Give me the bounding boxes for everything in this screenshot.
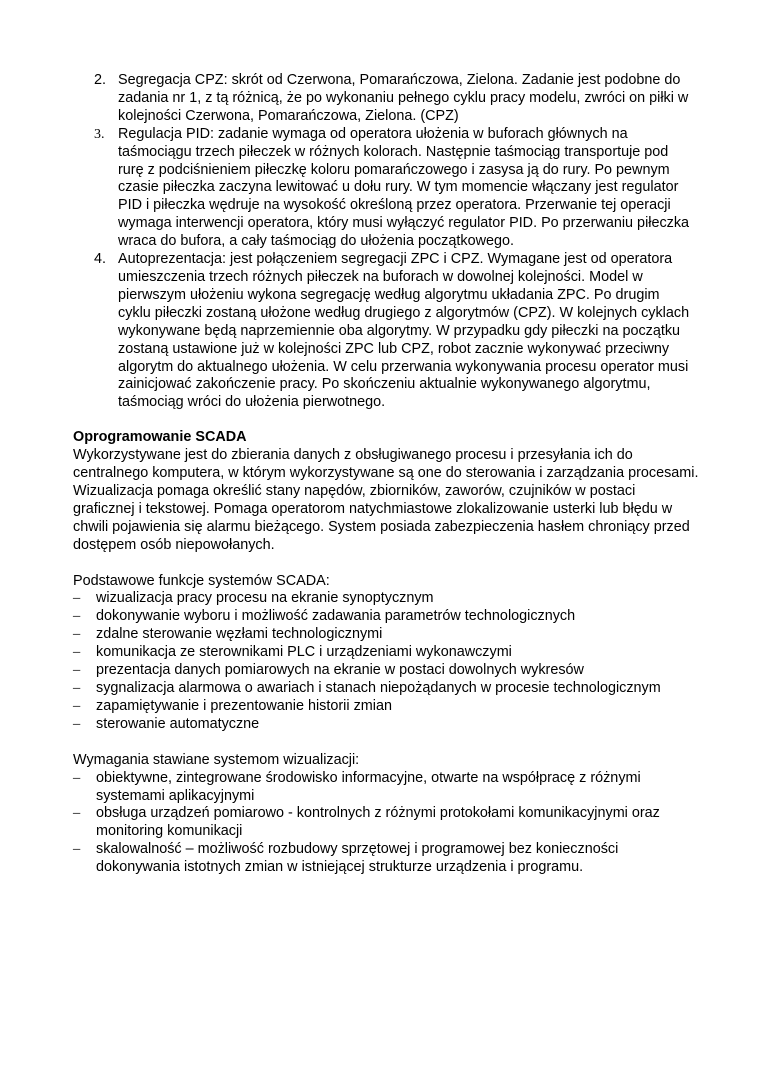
list-item: [73, 841, 700, 877]
list-item-text: Autoprezentacja: jest połączeniem segregacji ZPC i CPZ. Wymagane jest od operatora umieszczenia trzech różnych piłeczek na buforach w dowolnej kolejności. Model w pierwszym ułożeniu wykona segregację według algorytmu układania ZPC. Po drugim cyklu piłeczki zostaną ułożone według drugiego z algorytmów (CPZ). W kolejnych cyklach wykonywane będą naprzemiennie oba algorytmy. W przypadku gdy piłeczki na początku zostaną ustawione już w kolejności ZPC lub CPZ, robot zacznie wykonywać przeciwny algorytm do aktualnego ułożenia. W celu przerwania wykonywania procesu operator musi zainicjować zakończenie pracy. Po skończeniu aktualnie wykonywanego algorytmu, taśmociąg wróci do ułożenia pierwotnego.: [118, 251, 690, 411]
list-item-text: zapamiętywanie i prezentowanie historii zmian: [96, 697, 392, 714]
list-item-text: obiektywne, zintegrowane środowisko informacyjne, otwarte na współpracę z różnymi systemami aplikacyjnymi: [96, 769, 641, 804]
list-item: [73, 626, 700, 644]
dash-bullet: –: [73, 715, 81, 732]
list-item-text: obsługa urządzeń pomiarowo - kontrolnych z różnymi protokołami komunikacyjnymi oraz monitoring komunikacji: [96, 805, 660, 840]
dash-bullet: –: [73, 697, 81, 714]
list-item: [73, 680, 700, 698]
functions-list: [73, 590, 700, 733]
list-item: [0, 126, 760, 251]
list-item: [73, 590, 700, 608]
functions-intro: Podstawowe funkcje systemów SCADA:: [73, 572, 330, 589]
list-item: [73, 698, 700, 716]
list-item: [0, 72, 760, 126]
dash-bullet: –: [73, 680, 81, 696]
dash-bullet: –: [73, 841, 81, 858]
list-item: [73, 805, 700, 841]
document-page: [0, 72, 760, 877]
list-item-text: skalowalność – możliwość rozbudowy sprzętowej i programowej bez konieczności dokonywania istotnych zmian w istniejącej strukturze urządzenia i programu.: [96, 841, 619, 876]
dash-bullet: –: [73, 769, 81, 786]
section-heading: Oprogramowanie SCADA: [73, 429, 247, 446]
list-item: [73, 644, 700, 662]
list-item-text: sygnalizacja alarmowa o awariach i stanach niepożądanych w procesie technologicznym: [96, 680, 661, 696]
list-number: 4.: [94, 251, 107, 268]
list-number: 3.: [94, 126, 105, 142]
list-item: [0, 251, 760, 412]
scada-description: Wykorzystywane jest do zbierania danych z obsługiwanego procesu i przesyłania ich do centralnego komputera, w którym wykorzystywane są one do sterowania i zarządzania procesami. Wizualizacja pomaga określić stany napędów, zbiorników, zaworów, czujników w postaci graficznej i tekstowej. Pomaga operatorom natychmiastowe zlokalizowanie usterki lub błędu w chwili pojawienia się alarmu bieżącego. System posiada zabezpieczenia hasłem chroniący przed dostępem osób niepowołanych.: [73, 447, 699, 553]
list-item: [73, 662, 700, 680]
list-item: [73, 716, 700, 734]
dash-bullet: –: [73, 608, 81, 625]
requirements-list: [73, 770, 700, 877]
dash-bullet: –: [73, 662, 81, 679]
list-item: [73, 608, 700, 626]
requirements-intro: Wymagania stawiane systemom wizualizacji:: [73, 751, 360, 768]
dash-bullet: –: [73, 626, 81, 643]
list-item: [73, 770, 700, 806]
list-item-text: zdalne sterowanie węzłami technologicznymi: [96, 626, 383, 643]
list-item-text: Segregacja CPZ: skrót od Czerwona, Pomarańczowa, Zielona. Zadanie jest podobne do zadania nr 1, z tą różnicą, że po wykonaniu pełnego cyklu pracy modelu, zwróci on piłki w kolejności Czerwona, Pomarańczowa, Zielona. (CPZ): [118, 72, 689, 124]
dash-bullet: –: [73, 644, 81, 661]
dash-bullet: –: [73, 590, 81, 607]
numbered-list: [0, 72, 760, 412]
list-item-text: Regulacja PID: zadanie wymaga od operatora ułożenia w buforach głównych na taśmociągu trzech piłeczek w różnych kolorach. Następnie taśmociąg transportuje pod rurę z podciśnieniem piłeczkę koloru pomarańczowego i zasysa ją do rury. Po pewnym czasie piłeczka zaczyna lewitować u dołu rury. W tym momencie włączany jest regulator PID i piłeczka wędruje na wysokość określoną przez operatora. Przerwanie tej operacji wymaga interwencji operatora, który musi wyłączyć regulator PID. Po przerwaniu piłeczka wraca do bufora, a cały taśmociąg do ułożenia początkowego.: [118, 125, 690, 250]
list-item-text: prezentacja danych pomiarowych na ekranie w postaci dowolnych wykresów: [96, 662, 584, 679]
scada-section: [0, 429, 760, 877]
list-number: 2.: [94, 72, 107, 88]
list-item-text: komunikacja ze sterownikami PLC i urządzeniami wykonawczymi: [96, 644, 512, 661]
list-item-text: dokonywanie wyboru i możliwość zadawania parametrów technologicznych: [96, 608, 576, 625]
list-item-text: sterowanie automatyczne: [96, 715, 260, 732]
dash-bullet: –: [73, 805, 81, 822]
list-item-text: wizualizacja pracy procesu na ekranie synoptycznym: [96, 590, 434, 607]
